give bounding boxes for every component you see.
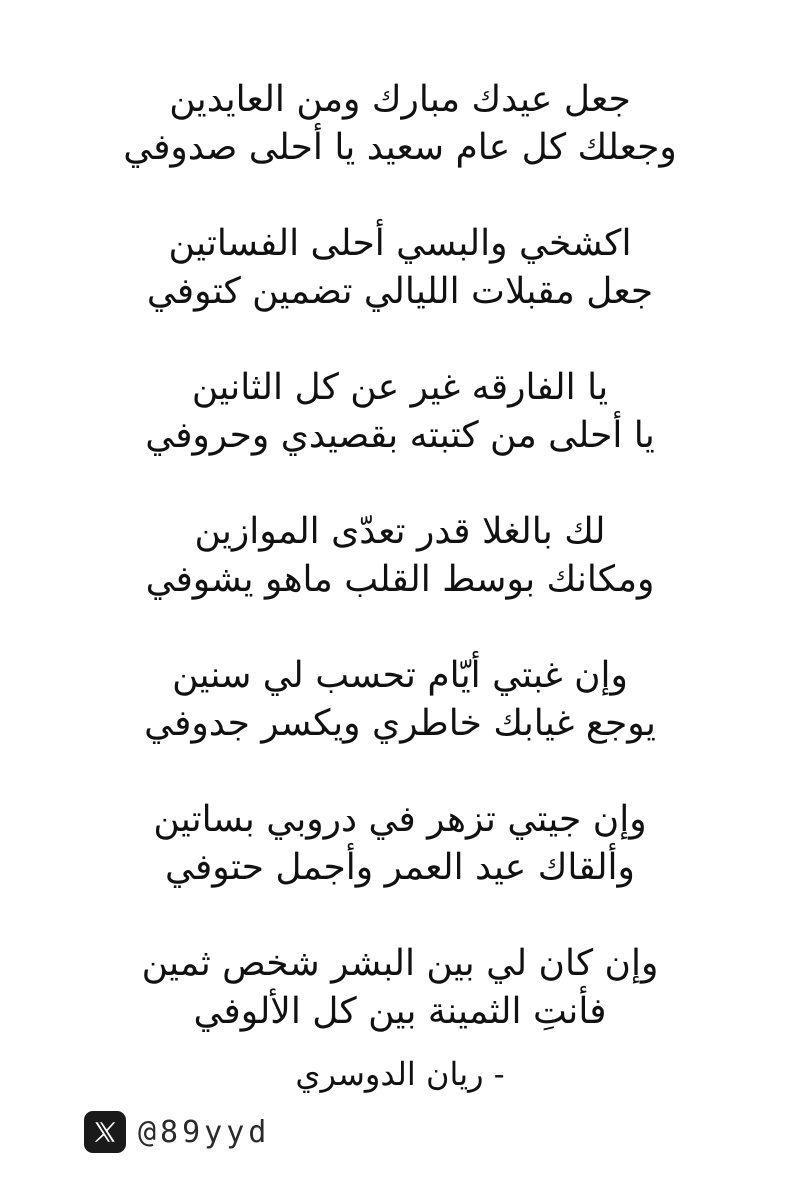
poem-line: يوجع غيابك خاطري ويكسر جدوفي <box>144 703 656 744</box>
poem-line: لك بالغلا قدر تعدّى الموازين <box>194 511 606 552</box>
x-logo-icon <box>84 1111 126 1153</box>
poem-line: جعل مقبلات الليالي تضمين كتوفي <box>146 271 654 312</box>
stanza-2 <box>0 220 800 316</box>
poem-line: وجعلك كل عام سعيد يا أحلى صدوفي <box>123 127 677 168</box>
stanza-5 <box>0 652 800 748</box>
poem-line: وإن كان لي بين البشر شخص ثمين <box>141 943 659 984</box>
poem-line: اكشخي والبسي أحلى الفساتين <box>168 223 632 264</box>
stanza-7 <box>0 940 800 1036</box>
stanza-6 <box>0 796 800 892</box>
stanza-3 <box>0 364 800 460</box>
poem-line: وإن جيتي تزهر في دروبي بساتين <box>153 799 647 840</box>
poem-line: فأنتِ الثمينة بين كل الألوفي <box>193 991 607 1032</box>
poem-line: جعل عيدك مبارك ومن العايدين <box>169 79 631 120</box>
poem-line: وألقاك عيد العمر وأجمل حتوفي <box>165 847 635 888</box>
social-handle <box>84 1110 270 1154</box>
stanza-4 <box>0 508 800 604</box>
handle-text: @89yyd <box>138 1114 271 1150</box>
author-signature: - ريان الدوسري <box>295 1055 505 1093</box>
poem <box>0 76 800 1084</box>
poem-line: وإن غبتي أيّام تحسب لي سنين <box>172 655 628 696</box>
poem-line: ومكانك بوسط القلب ماهو يشوفي <box>145 559 655 600</box>
stanza-1 <box>0 76 800 172</box>
poem-line: يا أحلى من كتبته بقصيدي وحروفي <box>145 415 655 456</box>
poem-line: يا الفارقه غير عن كل الثانين <box>191 367 609 408</box>
